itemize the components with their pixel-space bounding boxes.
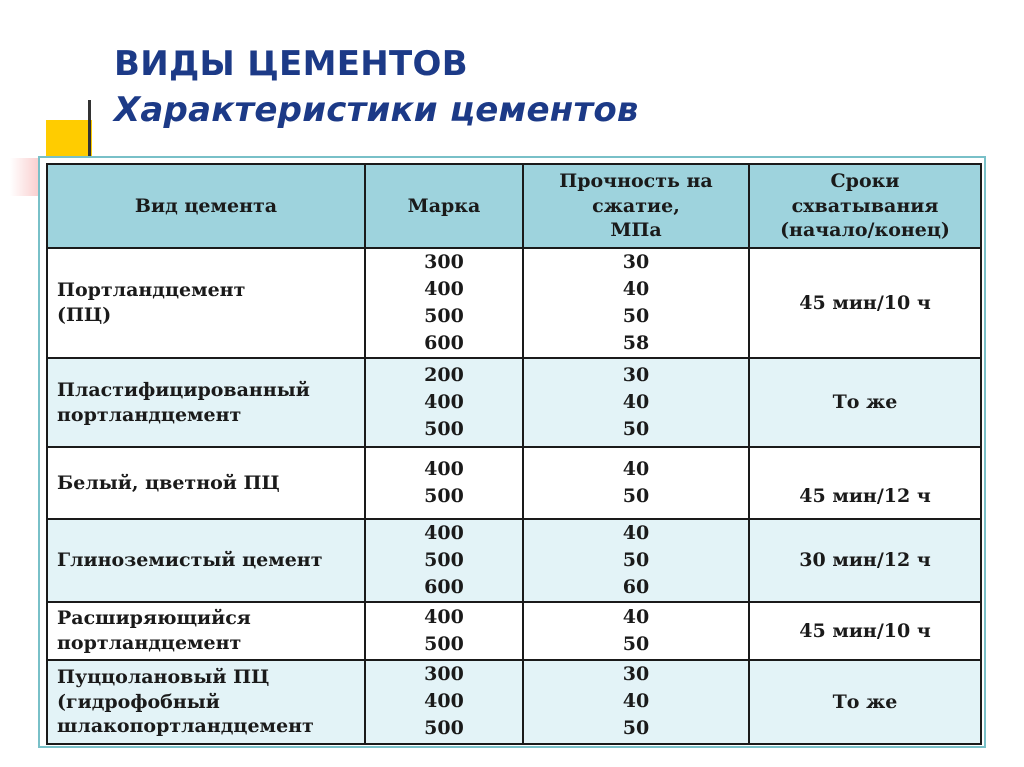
cement-strengths xyxy=(523,602,749,660)
setting-time: 45 мин/10 ч xyxy=(749,248,981,358)
cement-table-frame xyxy=(38,156,986,748)
cement-name-line: (гидрофобный xyxy=(57,690,220,713)
cement-name xyxy=(47,248,365,358)
table-row xyxy=(47,447,981,519)
strength-value: 40 xyxy=(622,690,650,713)
cement-name-line: Пуццолановый ПЦ xyxy=(57,665,270,688)
strength-value: 30 xyxy=(622,251,650,274)
cement-name-line: портландцемент xyxy=(57,403,242,426)
grade-value: 400 xyxy=(424,690,464,713)
grade-value: 500 xyxy=(424,305,464,327)
setting-time: То же xyxy=(749,660,981,744)
cement-name-line: шлакопортландцемент xyxy=(57,715,314,738)
page-title: ВИДЫ ЦЕМЕНТОВ xyxy=(114,44,468,84)
grade-value: 500 xyxy=(424,632,464,655)
strength-value: 50 xyxy=(622,548,650,571)
strength-value: 50 xyxy=(622,305,650,327)
cement-grades xyxy=(365,248,523,358)
setting-time: То же xyxy=(749,358,981,447)
header-setting xyxy=(749,164,981,248)
cement-strengths xyxy=(523,660,749,744)
grade-value: 200 xyxy=(424,364,464,387)
cement-name xyxy=(47,358,365,447)
grade-value: 500 xyxy=(424,417,464,440)
cement-name-line: портландцемент xyxy=(57,631,242,654)
strength-value: 60 xyxy=(622,575,650,598)
header-strength-line: Прочность на xyxy=(559,169,713,192)
grade-value: 400 xyxy=(424,458,464,481)
grade-value: 400 xyxy=(424,522,464,544)
strength-value: 50 xyxy=(622,417,650,440)
cement-name xyxy=(47,447,365,519)
grade-value: 500 xyxy=(424,485,464,507)
grade-value: 400 xyxy=(424,391,464,414)
cement-grades xyxy=(365,447,523,519)
strength-value: 40 xyxy=(622,458,650,481)
cement-strengths xyxy=(523,358,749,447)
header-strength-line: МПа xyxy=(610,219,662,242)
grade-value: 300 xyxy=(424,663,464,686)
cement-strengths xyxy=(523,519,749,602)
setting-time: 30 мин/12 ч xyxy=(749,519,981,602)
grade-value: 400 xyxy=(424,605,464,628)
cement-strengths xyxy=(523,248,749,358)
strength-value: 40 xyxy=(622,278,650,301)
grade-value: 500 xyxy=(424,548,464,571)
table-header-row xyxy=(47,164,981,248)
grade-value: 300 xyxy=(424,251,464,274)
grade-value: 400 xyxy=(424,278,464,301)
cement-strengths xyxy=(523,447,749,519)
cement-name xyxy=(47,519,365,602)
cement-grades xyxy=(365,660,523,744)
strength-value: 50 xyxy=(622,717,650,740)
header-grade: Марка xyxy=(365,164,523,248)
strength-value: 58 xyxy=(622,331,650,354)
header-setting-line: (начало/конец) xyxy=(780,219,950,242)
page-subtitle: Характеристики цементов xyxy=(114,90,639,130)
grade-value: 500 xyxy=(424,717,464,740)
table-row xyxy=(47,660,981,744)
cement-name xyxy=(47,660,365,744)
cement-table xyxy=(46,163,982,745)
strength-value: 50 xyxy=(622,632,650,655)
decorative-yellow-block xyxy=(46,120,92,158)
grade-value: 600 xyxy=(424,331,464,354)
table-row xyxy=(47,248,981,358)
cement-name-line: (ПЦ) xyxy=(57,304,112,326)
header-setting-line: Сроки xyxy=(830,169,900,192)
cement-name-line: Расширяющийся xyxy=(57,607,251,630)
cement-name-line: Пластифицированный xyxy=(57,378,310,401)
strength-value: 40 xyxy=(622,522,650,544)
header-strength xyxy=(523,164,749,248)
cement-name-line: Глиноземистый цемент xyxy=(57,549,323,572)
table-row xyxy=(47,519,981,602)
cement-grades xyxy=(365,358,523,447)
grade-value: 600 xyxy=(424,575,464,598)
decorative-vertical-line xyxy=(88,100,91,160)
setting-time: 45 мин/10 ч xyxy=(749,602,981,660)
cement-grades xyxy=(365,602,523,660)
strength-value: 30 xyxy=(622,364,650,387)
strength-value: 30 xyxy=(622,663,650,686)
cement-name-line: Белый, цветной ПЦ xyxy=(57,471,280,494)
strength-value: 50 xyxy=(622,485,650,507)
cement-name-line: Портландцемент xyxy=(57,279,246,302)
header-strength-line: сжатие, xyxy=(592,194,680,217)
header-type: Вид цемента xyxy=(47,164,365,248)
strength-value: 40 xyxy=(622,605,650,628)
table-row xyxy=(47,358,981,447)
cement-name xyxy=(47,602,365,660)
table-row xyxy=(47,602,981,660)
header-setting-line: схватывания xyxy=(791,194,939,217)
cement-grades xyxy=(365,519,523,602)
setting-time: 45 мин/12 ч xyxy=(749,447,981,519)
strength-value: 40 xyxy=(622,391,650,414)
